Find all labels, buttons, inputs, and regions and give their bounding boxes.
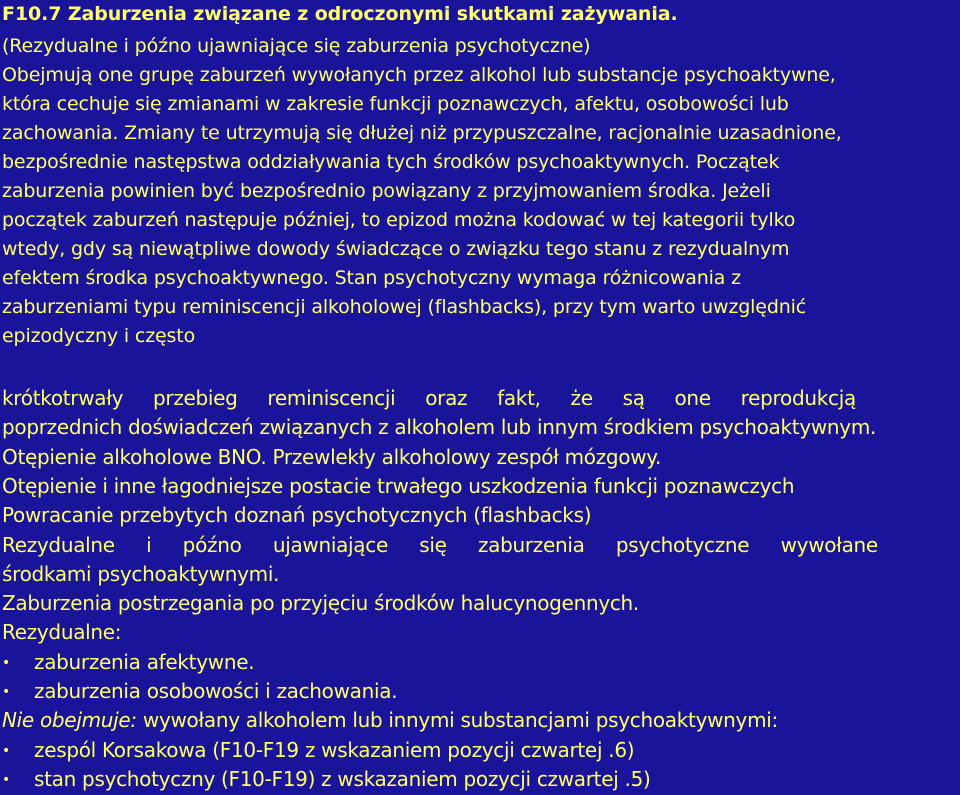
word: krótkotrwały xyxy=(2,386,124,410)
word: są xyxy=(622,386,645,410)
text-line: początek zaburzeń następuje później, to epizod można kodować w tej kategorii tylko xyxy=(2,209,796,231)
list-item-text: zaburzenia afektywne. xyxy=(34,650,255,674)
text-line: (Rezydualne i późno ujawniające się zaburzenia psychotyczne) xyxy=(2,35,591,57)
word: reprodukcją xyxy=(740,386,856,410)
word: późno xyxy=(182,533,242,557)
text-line: zaburzeniami typu reminiscencji alkoholowej (flashbacks), przy tym warto uwzględnić xyxy=(2,296,807,318)
word: zaburzenia xyxy=(477,533,585,557)
list-item-text: zespól Korsakowa (F10-F19 z wskazaniem pozycji czwartej .6) xyxy=(34,738,635,762)
word: że xyxy=(570,386,593,410)
word: one xyxy=(674,386,711,410)
text-line: Zaburzenia postrzegania po przyjęciu środków halucynogennych. xyxy=(2,591,639,615)
word: ujawniające xyxy=(272,533,388,557)
word: się xyxy=(419,533,447,557)
word: Rezydualne xyxy=(2,533,115,557)
justified-line xyxy=(2,384,956,413)
word: wywołane xyxy=(780,533,878,557)
bullet-icon: • xyxy=(2,655,10,671)
text-line: epizodyczny i często xyxy=(2,325,196,347)
text-line: poprzednich doświadczeń związanych z alkoholem lub innym środkiem psychoaktywnym. xyxy=(2,415,877,439)
excludes-label: Nie obejmuje: xyxy=(2,708,137,732)
slide-title: F10.7 Zaburzenia związane z odroczonymi skutkami zażywania. xyxy=(2,3,678,25)
text-line: Otępienie i inne łagodniejsze postacie trwałego uszkodzenia funkcji poznawczych xyxy=(2,474,795,498)
text-line: Otępienie alkoholowe BNO. Przewlekły alkoholowy zespół mózgowy. xyxy=(2,445,662,469)
list-item xyxy=(2,736,634,766)
word: psychotyczne xyxy=(615,533,750,557)
list-item-text: zaburzenia osobowości i zachowania. xyxy=(34,679,398,703)
text-line: Powracanie przebytych doznań psychotycznych (flashbacks) xyxy=(2,503,592,527)
list-item xyxy=(2,648,254,678)
text-line: Rezydualne: xyxy=(2,620,122,644)
list-item xyxy=(2,677,397,707)
text-line: środkami psychoaktywnymi. xyxy=(2,562,280,586)
list-item xyxy=(2,765,651,795)
text-line: efektem środka psychoaktywnego. Stan psychotyczny wymaga różnicowania z xyxy=(2,267,742,289)
excludes-line xyxy=(2,706,778,735)
text-line: Obejmują one grupę zaburzeń wywołanych przez alkohol lub substancje psychoaktywne, xyxy=(2,64,836,86)
list-item-text: stan psychotyczny (F10-F19) z wskazaniem pozycji czwartej .5) xyxy=(34,767,651,791)
word: i xyxy=(146,533,152,557)
text-line: bezpośrednie następstwa oddziaływania tych środków psychoaktywnych. Początek xyxy=(2,151,780,173)
text-line: wtedy, gdy są niewątpliwe dowody świadczące o związku tego stanu z rezydualnym xyxy=(2,238,790,260)
text-line: która cechuje się zmianami w zakresie funkcji poznawczych, afektu, osobowości lub xyxy=(2,93,789,115)
bullet-icon: • xyxy=(2,743,10,759)
excludes-text: wywołany alkoholem lub innymi substancjami psychoaktywnymi: xyxy=(136,708,778,732)
bullet-icon: • xyxy=(2,772,10,788)
justified-line xyxy=(2,531,878,560)
word: fakt, xyxy=(497,386,541,410)
word: reminiscencji xyxy=(267,386,396,410)
word: oraz xyxy=(425,386,468,410)
bullet-icon: • xyxy=(2,684,10,700)
text-line: zaburzenia powinien być bezpośrednio powiązany z przyjmowaniem środka. Jeżeli xyxy=(2,180,771,202)
text-line: zachowania. Zmiany te utrzymują się dłużej niż przypuszczalne, racjonalnie uzasadnione, xyxy=(2,122,842,144)
word: przebieg xyxy=(153,386,238,410)
